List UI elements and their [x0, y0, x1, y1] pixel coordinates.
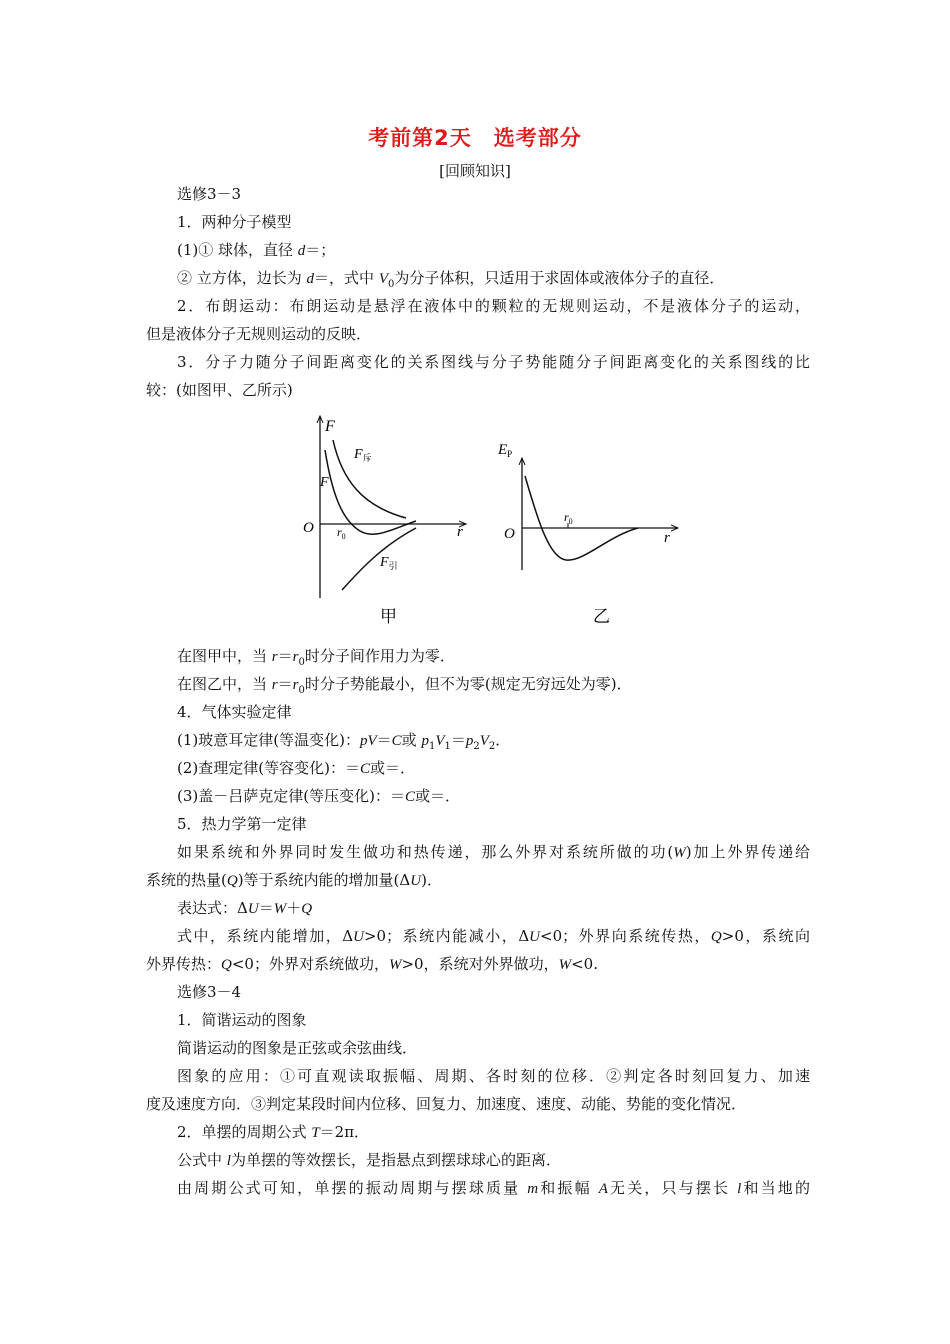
text-line: ② 立方体，边长为 d＝，式中 $V_0$为分子体积，只适用于求固体或液体分子的直径． [177, 269, 725, 290]
item-heading: 5．热力学第一定律 [177, 815, 307, 833]
page-subtitle: [回顾知识] [439, 162, 511, 180]
text-line: 较：(如图甲、乙所示) [146, 381, 293, 399]
figure-potential-vs-distance [498, 408, 688, 628]
repulsive-force-curve [333, 440, 406, 518]
section-heading-3-4: 选修3－4 [177, 983, 242, 1001]
text-line: 在图乙中，当 $r=r_0$时分子势能最小，但不为零(规定无穷远处为零)． [177, 675, 632, 696]
text-line: (1)① 球体，直径 d＝； [177, 241, 336, 259]
origin-label: O [504, 526, 515, 542]
text-line: 外界传热：Q<0；外界对系统做功，W>0，系统对外界做功，W<0. [146, 955, 598, 973]
text-line: (3)盖－吕萨克定律(等压变化)：＝C或＝． [177, 787, 460, 805]
figure-caption-yi: 乙 [593, 607, 610, 626]
text-line: 简谐运动的图象是正弦或余弦曲线． [177, 1039, 418, 1057]
formula-line: 表达式：ΔU＝W＋Q [177, 899, 313, 917]
text-line: 但是液体分子无规则运动的反映． [146, 325, 372, 343]
y-axis-label: $E_P$ [498, 442, 513, 459]
figure-caption-jia: 甲 [380, 607, 397, 626]
x-axis-label: r [457, 524, 463, 540]
item-heading: 2．单摆的周期公式 T＝2π． [177, 1123, 370, 1141]
item-heading: 1．两种分子模型 [177, 213, 292, 231]
text-line: 3．分子力随分子间距离变化的关系图线与分子势能随分子间距离变化的关系图线的比 [177, 353, 810, 371]
text-line: 系统的热量(Q)等于系统内能的增加量(ΔU)． [146, 871, 442, 889]
attractive-force-label: $F_引$ [380, 555, 398, 571]
item-heading: 4．气体实验定律 [177, 703, 292, 721]
section-heading-3-3: 选修3－3 [177, 185, 242, 203]
text-line: 在图甲中，当 $r=r_0$时分子间作用力为零． [177, 647, 455, 668]
origin-label: O [303, 520, 314, 536]
text-line: 如果系统和外界同时发生做功和热传递，那么外界对系统所做的功(W)加上外界传递给 [177, 843, 810, 861]
page-title: 考前第2天 选考部分 [368, 126, 582, 150]
text-line: 度及速度方向．③判定某段时间内位移、回复力、加速度、速度、动能、势能的变化情况． [146, 1095, 747, 1113]
text-line: 图象的应用：①可直观读取振幅、周期、各时刻的位移．②判定各时刻回复力、加速 [177, 1067, 810, 1085]
y-axis-label: F [325, 418, 335, 435]
item-heading: 1．简谐运动的图象 [177, 1011, 307, 1029]
text-line: 由周期公式可知，单摆的振动周期与摆球质量 m和振幅 A无关，只与摆长 l和当地的 [177, 1179, 810, 1197]
attractive-force-curve [342, 528, 416, 590]
r0-label: $r_0$ [564, 510, 573, 526]
repulsive-force-label: $F_斥$ [354, 447, 372, 463]
text-line: 式中，系统内能增加，ΔU>0；系统内能减小，ΔU<0；外界向系统传热，Q>0，系统向 [177, 927, 810, 945]
net-force-label: F [320, 475, 329, 490]
text-line: 公式中 l为单摆的等效摆长，是指悬点到摆球球心的距离． [177, 1151, 561, 1169]
text-line: (2)查理定律(等容变化)：＝C或＝． [177, 759, 415, 777]
figure-force-vs-distance [300, 408, 480, 628]
r0-label: $r_0$ [337, 525, 346, 541]
potential-energy-curve [525, 476, 638, 560]
text-line: (1)玻意耳定律(等温变化)：pV＝C或 $p_1V_1=p_2V_2$． [177, 731, 511, 752]
text-line: 2．布朗运动：布朗运动是悬浮在液体中的颗粒的无规则运动，不是液体分子的运动， [177, 297, 810, 315]
x-axis-label: r [664, 530, 670, 546]
